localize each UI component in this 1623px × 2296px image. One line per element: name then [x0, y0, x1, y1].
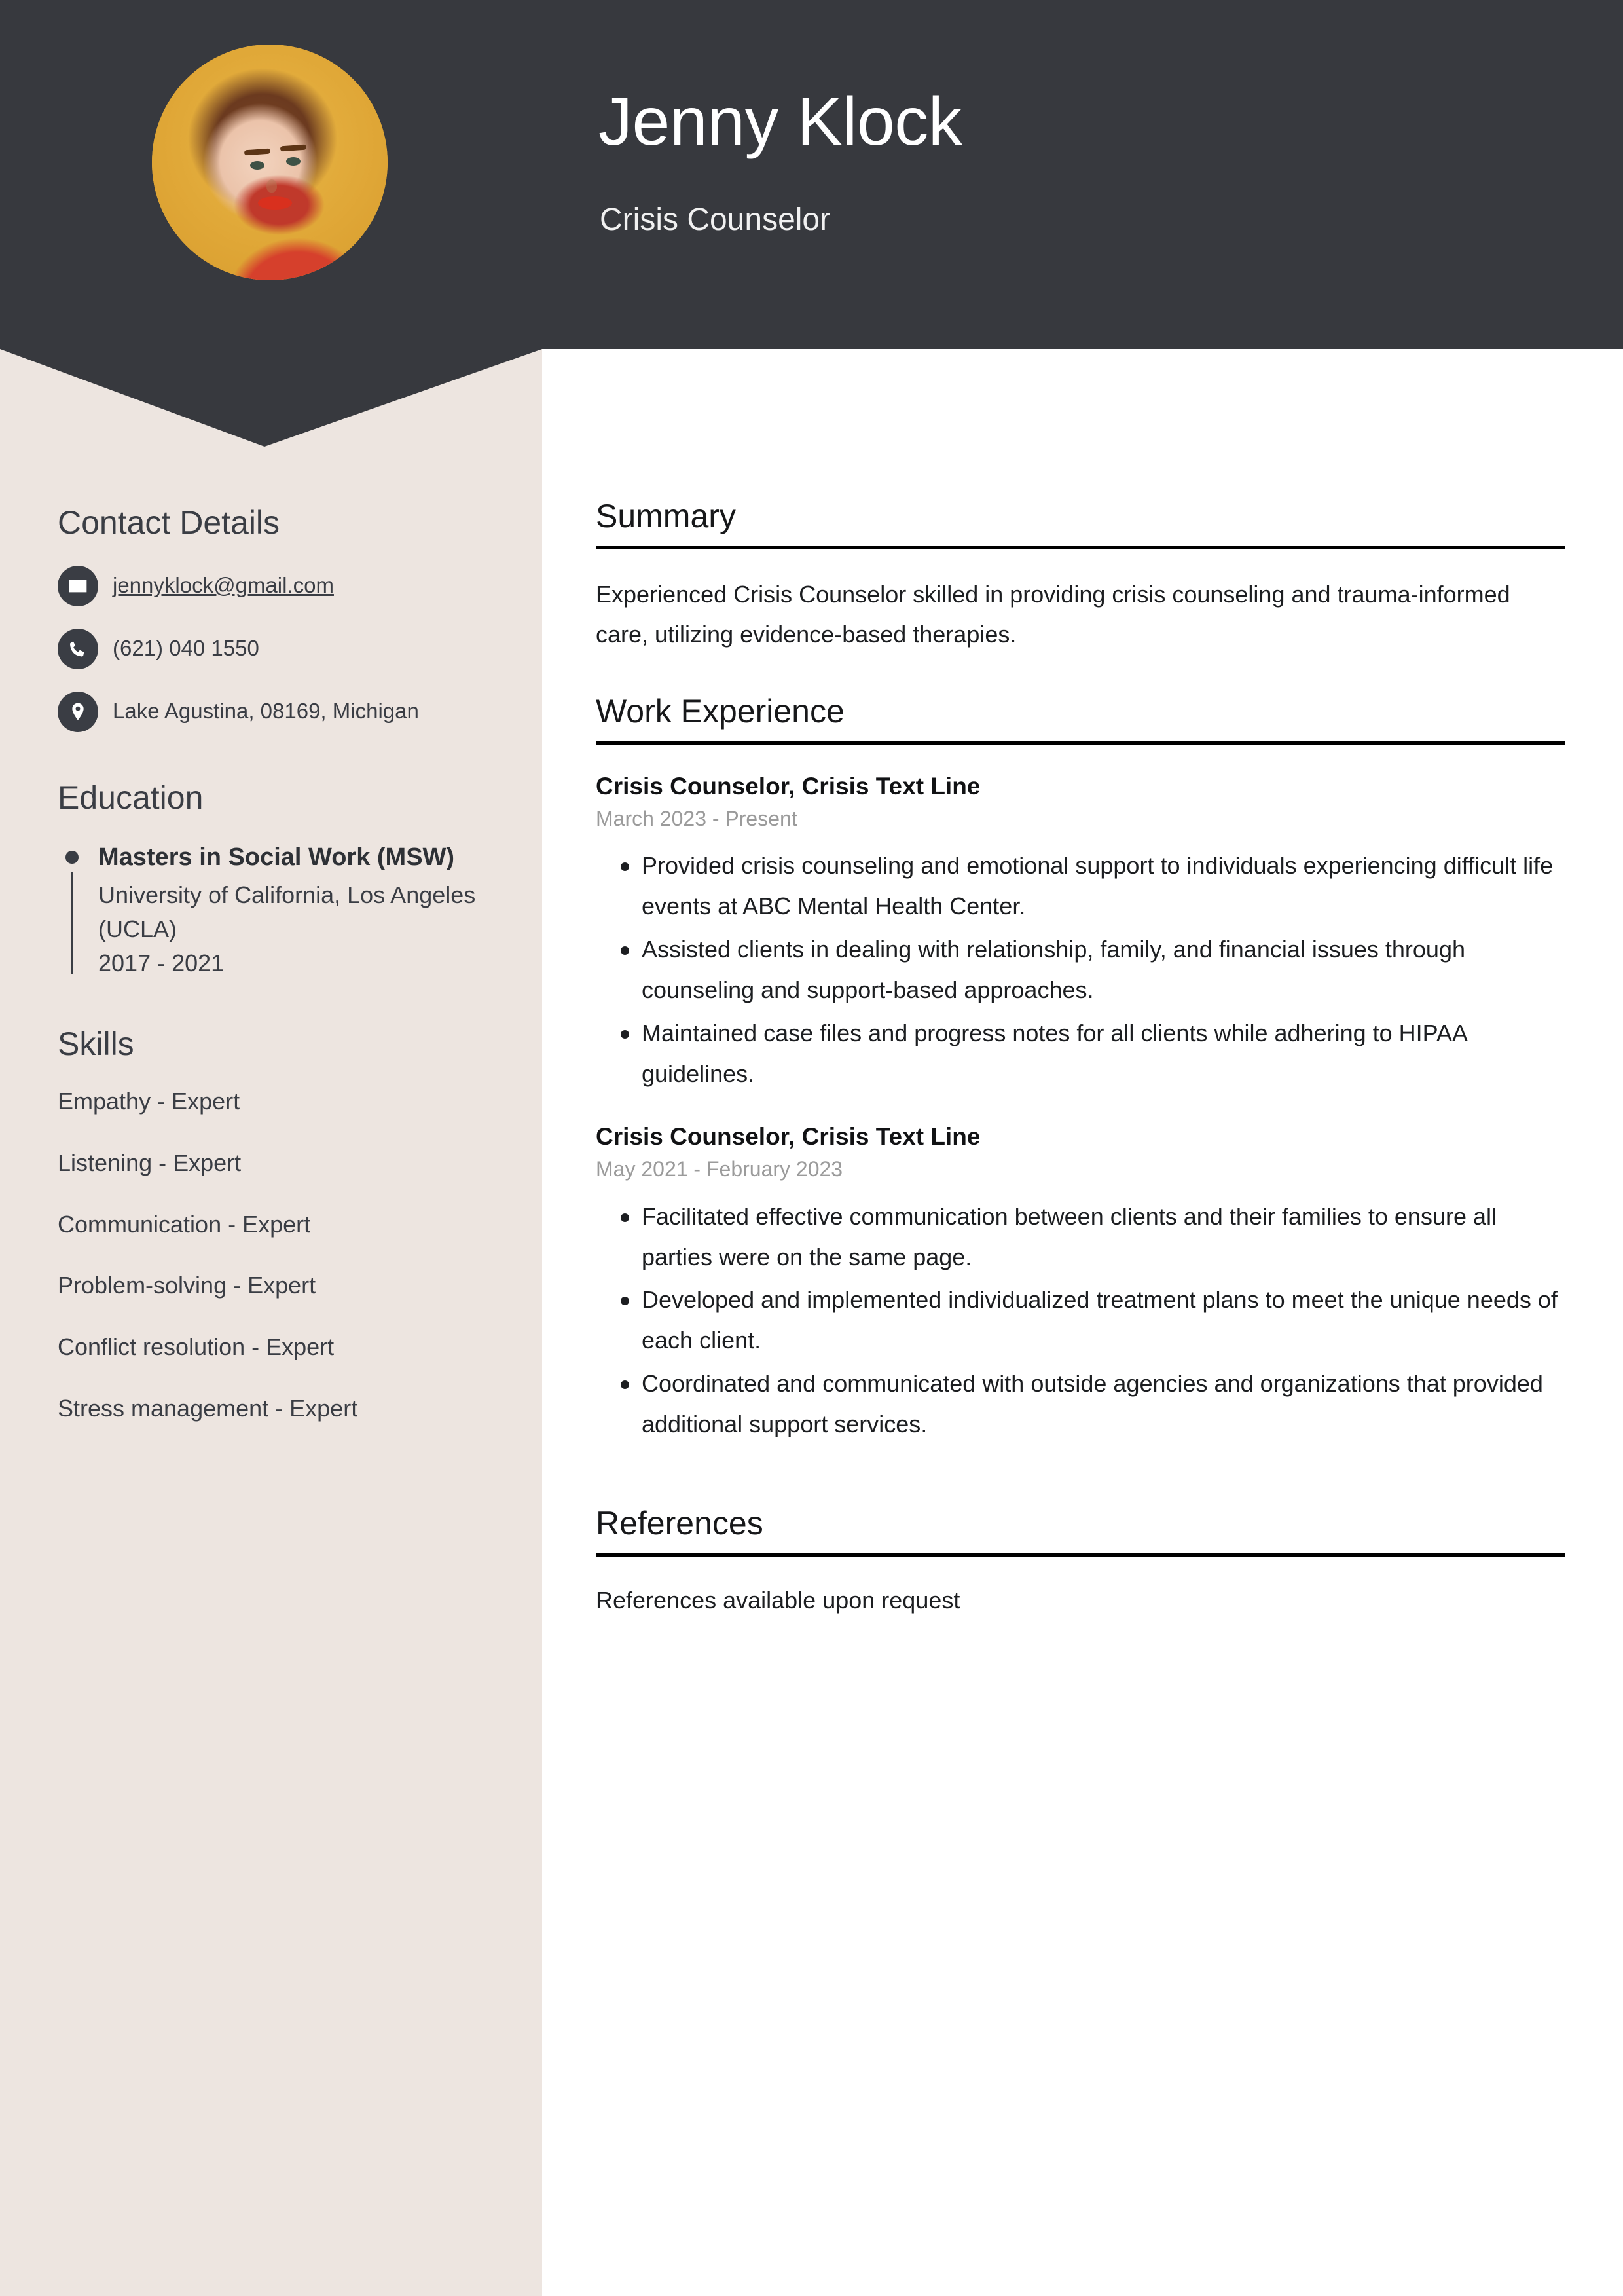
section-spacer: [596, 1471, 1565, 1505]
job-dates: March 2023 - Present: [596, 806, 797, 830]
summary-section: [596, 498, 1565, 655]
phone-icon: [58, 629, 98, 669]
skill-item: Listening - Expert: [58, 1149, 242, 1176]
education-dates: 2017 - 2021: [98, 950, 225, 977]
contact-details-heading: Contact Details: [58, 504, 280, 541]
education-degree: Masters in Social Work (MSW): [98, 843, 455, 871]
education-section: [58, 779, 503, 981]
references-heading: References: [596, 1505, 763, 1542]
job-bullet: Developed and implemented individualized treatment plans to meet the unique needs of each client.: [596, 1280, 1565, 1361]
education-item: [58, 840, 503, 981]
avatar-eye-left: [250, 161, 264, 170]
contact-item-location[interactable]: [58, 692, 503, 732]
contact-email-text[interactable]: jennyklock@gmail.com: [113, 573, 334, 598]
contact-list: [58, 566, 503, 732]
job-entry: [596, 1120, 1565, 1445]
education-heading: Education: [58, 779, 204, 816]
skill-item: Stress management - Expert: [58, 1395, 358, 1422]
contact-location-text: Lake Agustina, 08169, Michigan: [113, 699, 419, 724]
contact-details-section: [58, 504, 503, 732]
job-bullet: Provided crisis counseling and emotional support to individuals experiencing difficult life events at ABC Mental Health Center.: [596, 845, 1565, 927]
references-text: References available upon request: [596, 1586, 960, 1614]
candidate-name: Jenny Klock: [598, 84, 962, 160]
job-bullet: Assisted clients in dealing with relationship, family, and financial issues through counseling and support-based approaches.: [596, 929, 1565, 1010]
education-bullet-dot: [65, 851, 79, 864]
references-section: [596, 1505, 1565, 1619]
avatar-nose: [266, 179, 277, 193]
contact-phone-text: (621) 040 1550: [113, 636, 259, 661]
avatar-lips: [258, 196, 292, 210]
job-bullet: Maintained case files and progress notes for all clients while adhering to HIPAA guidelines.: [596, 1013, 1565, 1094]
education-school: University of California, Los Angeles (UCLA): [98, 881, 476, 943]
skills-section: [58, 1026, 503, 1424]
job-bullet: Facilitated effective communication between clients and their families to ensure all parties were on the same page.: [596, 1196, 1565, 1278]
work-experience-heading: Work Experience: [596, 693, 845, 730]
job-role: Crisis Counselor, Crisis Text Line: [596, 772, 981, 800]
main-content: [596, 498, 1565, 1631]
avatar: [152, 45, 388, 280]
envelope-icon: [58, 566, 98, 606]
avatar-brow-left: [244, 149, 270, 156]
job-bullet-list: [596, 1196, 1565, 1445]
work-experience-section: [596, 693, 1565, 1445]
summary-heading: Summary: [596, 498, 736, 534]
job-entry: [596, 769, 1565, 1094]
skill-item: Communication - Expert: [58, 1210, 311, 1238]
section-spacer: [596, 667, 1565, 693]
work-experience-divider: [596, 741, 1565, 745]
references-divider: [596, 1553, 1565, 1557]
skill-item: Problem-solving - Expert: [58, 1272, 316, 1299]
job-bullet: Coordinated and communicated with outside agencies and organizations that provided additional support services.: [596, 1363, 1565, 1445]
avatar-eye-right: [286, 157, 301, 166]
contact-item-phone[interactable]: [58, 629, 503, 669]
job-dates: May 2021 - February 2023: [596, 1157, 843, 1181]
summary-divider: [596, 546, 1565, 549]
location-pin-icon: [58, 692, 98, 732]
avatar-brow-right: [280, 145, 306, 152]
contact-item-email[interactable]: [58, 566, 503, 606]
summary-text: Experienced Crisis Counselor skilled in providing crisis counseling and trauma-informed care, utilizing evidence-based therapies.: [596, 580, 1510, 648]
sidebar: [58, 504, 503, 1455]
job-role: Crisis Counselor, Crisis Text Line: [596, 1123, 981, 1151]
skill-item: Conflict resolution - Expert: [58, 1333, 335, 1361]
skill-item: Empathy - Expert: [58, 1088, 240, 1115]
skills-heading: Skills: [58, 1025, 134, 1062]
avatar-face-detail: [152, 45, 388, 280]
job-bullet-list: [596, 845, 1565, 1094]
candidate-job-title: Crisis Counselor: [600, 202, 831, 237]
education-timeline-line: [71, 872, 73, 974]
